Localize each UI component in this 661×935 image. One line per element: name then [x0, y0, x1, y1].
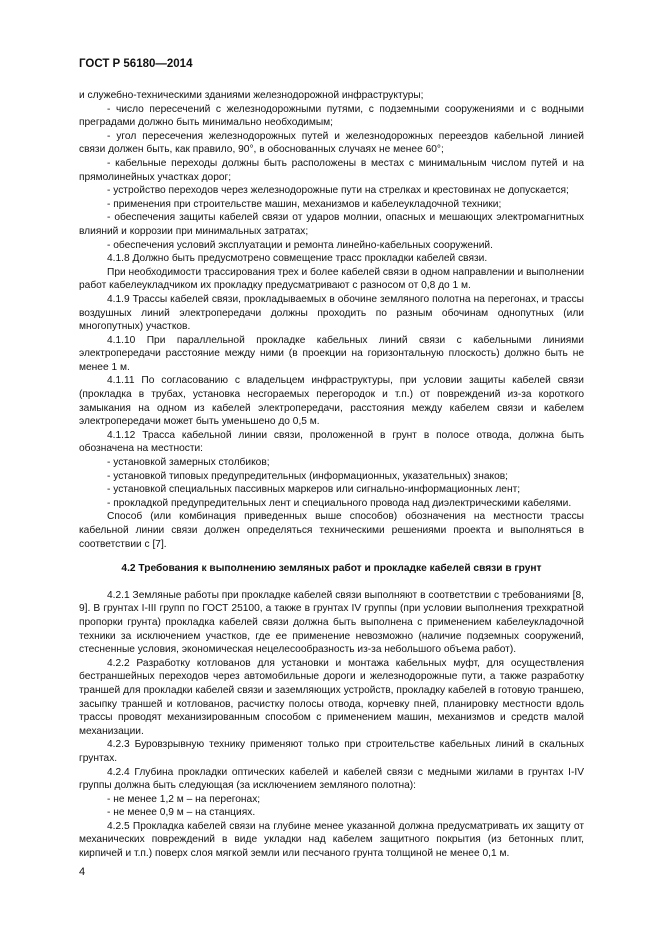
page-number: 4 [79, 866, 86, 878]
paragraph: - кабельные переходы должны быть расположены в местах с минимальным числом путей и на прямолинейных участках дорог; [79, 157, 584, 183]
paragraph: 4.2.4 Глубина прокладки оптических кабелей и кабелей связи с медными жилами в грунтах I-IV группы должна быть следующая (за исключением земляного полотна): [79, 766, 584, 792]
paragraph: - обеспечения защиты кабелей связи от ударов молнии, опасных и мешающих электромагнитных влияний и коррозии при минимальных затратах; [79, 212, 584, 237]
paragraph: 4.1.10 При параллельной прокладке кабельных линий связи с кабельными линиями электропередачи расстояние между ними (в проекции на горизонтальную плоскость) должно быть не менее 1 м. [79, 334, 584, 373]
paragraph: - обеспечения условий эксплуатации и ремонта линейно-кабельных сооружений. [107, 239, 493, 251]
paragraph: 4.1.11 По согласованию с владельцем инфраструктуры, при условии защиты кабелей связи (прокладка в трубах, установка несгораемых перегородок и т.п.) от повреждений из-за короткого замыкания на одном из кабелей электропередачи, расстояния между кабелем связи и кабелем электропередачи может быть уменьшено до 0,5 м. [79, 375, 584, 428]
paragraph: - число пересечений с железнодорожными путями, с подземными сооружениями и с водными преградами должно быть минимально необходимым; [79, 103, 584, 129]
paragraph: и служебно-техническими зданиями железнодорожной инфраструктуры; [79, 90, 424, 101]
paragraph: 4.1.12 Трасса кабельной линии связи, проложенной в грунт в полосе отвода, должна быть обозначена на местности: [79, 429, 584, 455]
paragraph: 4.2.3 Буровзрывную технику применяют только при строительстве кабельных линий в скальных грунтах. [79, 739, 584, 764]
paragraph: - установкой замерных столбиков; [107, 457, 270, 469]
paragraph: 4.2.5 Прокладка кабелей связи на глубине менее указанной должна предусматривать их защиту от механических повреждений в виде укладки над кабелем защитного покрытия (из бетонных плит, кирпичей и т.п.) поверх слоя мягкой земли или песчаного грунта толщиной не менее 0,1 м. [79, 820, 584, 860]
paragraph: - прокладкой предупредительных лент и специального провода над диэлектрическими кабелями. [107, 497, 572, 509]
paragraph: 4.1.8 Должно быть предусмотрено совмещение трасс прокладки кабелей связи. [107, 253, 488, 265]
paragraph: Способ (или комбинация приведенных выше способов) обозначения на местности трассы кабельной линии связи должен определяться техническими решениями проекта и выполняться в соответствии с [7]. [79, 511, 584, 550]
paragraph: - устройство переходов через железнодорожные пути на стрелках и крестовинах не допускается; [107, 185, 569, 197]
body-text [79, 89, 584, 861]
paragraph: 4.2.1 Земляные работы при прокладке кабелей связи выполняют в соответствии с требованиями [8, 9]. В грунтах I-III групп по ГОСТ 25100, а также в грунтах IV группы (при условии выполнения трехкратной пропорки грунта) прокладка кабелей связи должна быть выполнена с применением кабелеукладочной техники за исключением участков, где ее применение невозможно (наличие подземных сооружений, стесненные условия, экономическая нецелесообразность из-за небольшого объема работ). [79, 589, 584, 656]
paragraph: - угол пересечения железнодорожных путей и железнодорожных переездов кабельной линией связи должен быть, как правило, 90°, в обоснованных случаях не менее 60°; [79, 130, 584, 156]
standard-header: ГОСТ Р 56180—2014 [79, 58, 193, 70]
paragraph: При необходимости трассирования трех и более кабелей связи в одном направлении и выполнении работ кабелеукладчиком их прокладку предусматривают с разносом от 0,8 до 1 м. [79, 266, 585, 292]
section-heading: 4.2 Требования к выполнению земляных работ и прокладке кабелей связи в грунт [121, 563, 542, 575]
paragraph: 4.2.2 Разработку котлованов для установки и монтажа кабельных муфт, для осуществления бестраншейных переходов через автомобильные дороги и железнодорожные пути, а также разработку траншей для прокладки кабелей связи и заземляющих устройств, прокладку кабелей в готовую траншею, засыпку траншей и котлованов, расчистку полосы отвода, корчевку пней, планировку местности вдоль трассы проводят механизированным способом с применением машин, механизмов и средств малой механизации. [79, 657, 584, 737]
paragraph: - не менее 1,2 м – на перегонах; [107, 793, 261, 805]
paragraph: - не менее 0,9 м – на станциях. [107, 807, 256, 819]
paragraph: - установкой специальных пассивных маркеров или сигнально-информационных лент; [107, 484, 521, 496]
paragraph: - применения при строительстве машин, механизмов и кабелеукладочной техники; [107, 198, 502, 210]
paragraph: - установкой типовых предупредительных (информационных, указательных) знаков; [107, 470, 508, 482]
paragraph: 4.1.9 Трассы кабелей связи, прокладываемых в обочине земляного полотна на перегонах, и трассы воздушных линий электропередачи должны проходить по разным обочинам однопутных (или многопутных) участков. [79, 293, 584, 333]
